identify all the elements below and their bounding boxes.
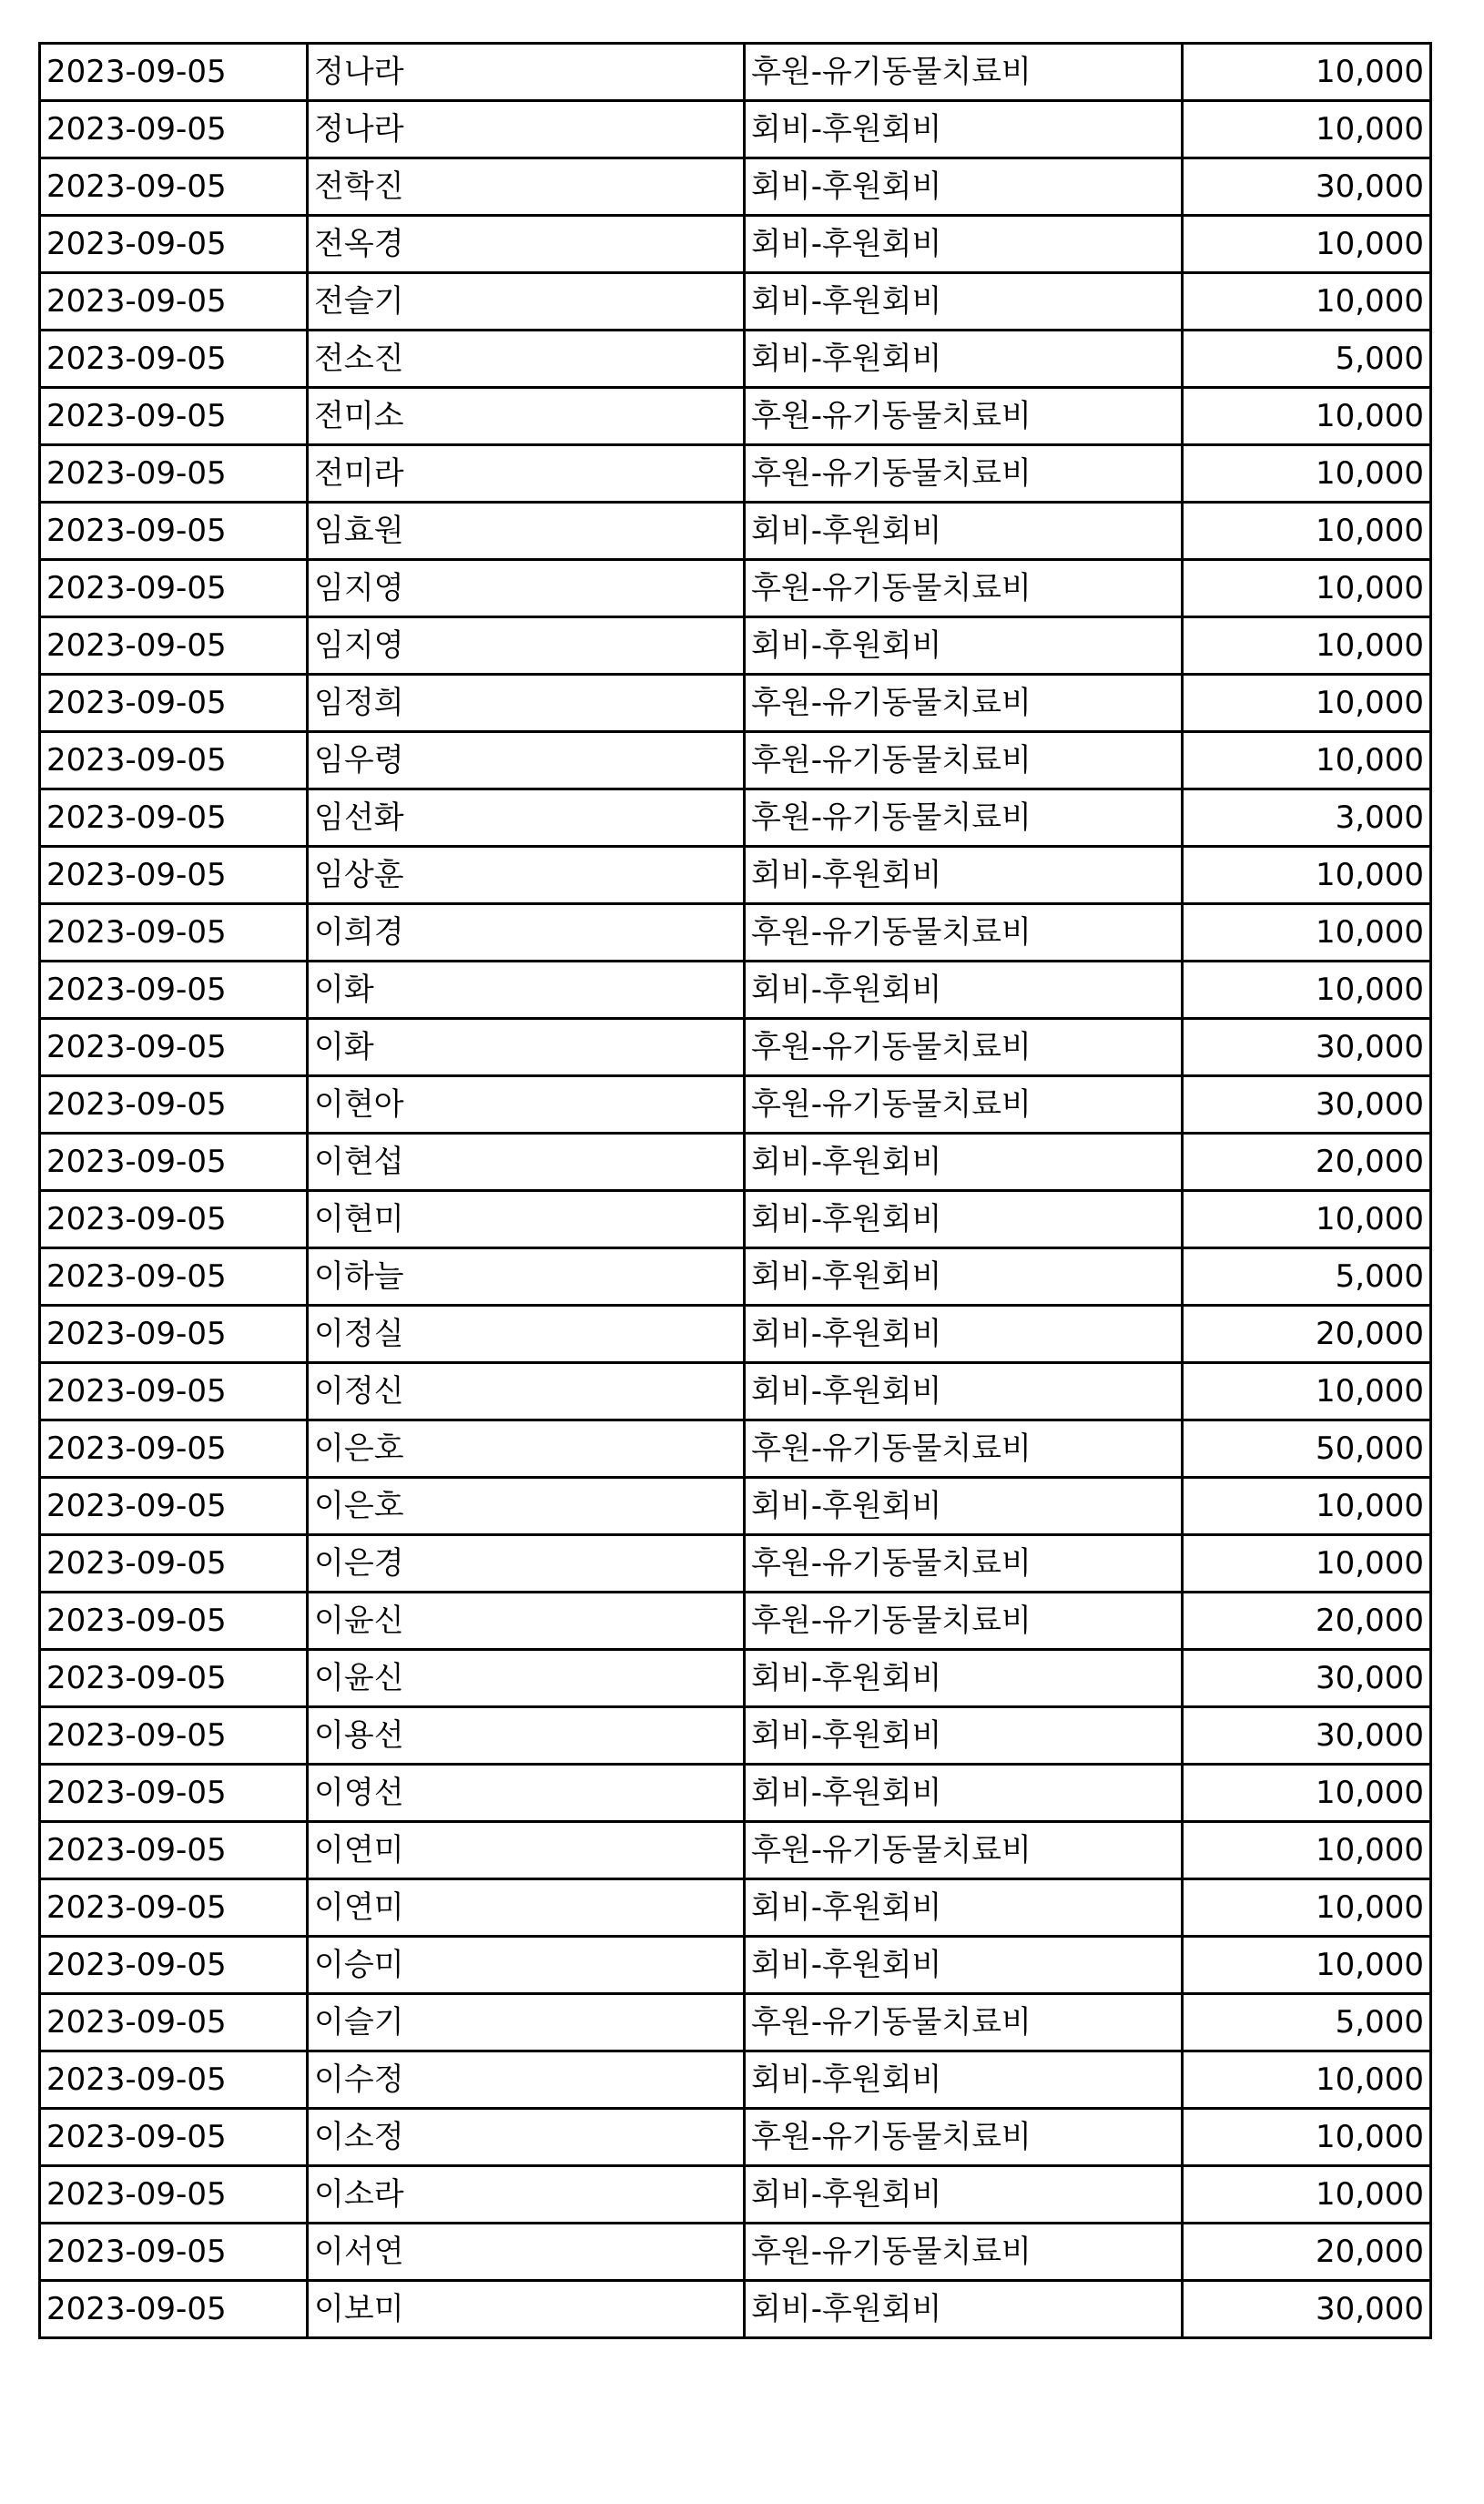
table-row [40,1593,1431,1650]
table-row [40,273,1431,331]
item-cell: 회비-후원회비 [745,503,1183,560]
date-cell: 2023-09-05 [40,1076,308,1134]
date-cell: 2023-09-05 [40,2281,308,2338]
amount-cell: 10,000 [1183,617,1431,675]
amount-cell: 3,000 [1183,789,1431,847]
name-cell: 임정희 [308,675,745,732]
table-row [40,1650,1431,1707]
name-cell: 정나라 [308,44,745,101]
name-cell: 정나라 [308,101,745,158]
item-cell: 회비-후원회비 [745,962,1183,1019]
table-row [40,216,1431,273]
table-row [40,1765,1431,1822]
date-cell: 2023-09-05 [40,101,308,158]
table-row [40,1191,1431,1248]
item-cell: 회비-후원회비 [745,2166,1183,2224]
date-cell: 2023-09-05 [40,617,308,675]
date-cell: 2023-09-05 [40,1478,308,1535]
table-row [40,962,1431,1019]
item-cell: 후원-유기동물치료비 [745,2109,1183,2166]
date-cell: 2023-09-05 [40,1593,308,1650]
table-row [40,1879,1431,1937]
amount-cell: 10,000 [1183,560,1431,617]
item-cell: 후원-유기동물치료비 [745,560,1183,617]
name-cell: 이현미 [308,1191,745,1248]
date-cell: 2023-09-05 [40,2224,308,2281]
amount-cell: 10,000 [1183,1937,1431,1994]
date-cell: 2023-09-05 [40,560,308,617]
name-cell: 이소정 [308,2109,745,2166]
table-row [40,1420,1431,1478]
item-cell: 회비-후원회비 [745,1707,1183,1765]
table-row [40,2281,1431,2338]
name-cell: 이보미 [308,2281,745,2338]
table-row [40,847,1431,904]
date-cell: 2023-09-05 [40,2166,308,2224]
item-cell: 회비-후원회비 [745,1650,1183,1707]
item-cell: 회비-후원회비 [745,847,1183,904]
item-cell: 후원-유기동물치료비 [745,789,1183,847]
amount-cell: 10,000 [1183,1191,1431,1248]
name-cell: 임지영 [308,617,745,675]
item-cell: 후원-유기동물치료비 [745,388,1183,445]
table-row [40,1478,1431,1535]
date-cell: 2023-09-05 [40,789,308,847]
item-cell: 회비-후원회비 [745,273,1183,331]
table-row [40,617,1431,675]
item-cell: 후원-유기동물치료비 [745,1019,1183,1076]
item-cell: 회비-후원회비 [745,2051,1183,2109]
amount-cell: 10,000 [1183,2166,1431,2224]
name-cell: 이수정 [308,2051,745,2109]
item-cell: 회비-후원회비 [745,1879,1183,1937]
name-cell: 전옥경 [308,216,745,273]
item-cell: 후원-유기동물치료비 [745,1535,1183,1593]
table-row [40,101,1431,158]
table-row [40,2109,1431,2166]
item-cell: 후원-유기동물치료비 [745,904,1183,962]
name-cell: 이승미 [308,1937,745,1994]
table-row [40,1076,1431,1134]
name-cell: 전미소 [308,388,745,445]
amount-cell: 30,000 [1183,2281,1431,2338]
name-cell: 임효원 [308,503,745,560]
date-cell: 2023-09-05 [40,962,308,1019]
amount-cell: 10,000 [1183,1363,1431,1420]
amount-cell: 30,000 [1183,1707,1431,1765]
item-cell: 회비-후원회비 [745,1191,1183,1248]
amount-cell: 10,000 [1183,962,1431,1019]
name-cell: 이희경 [308,904,745,962]
amount-cell: 10,000 [1183,847,1431,904]
table-row [40,1707,1431,1765]
date-cell: 2023-09-05 [40,273,308,331]
amount-cell: 20,000 [1183,1134,1431,1191]
item-cell: 후원-유기동물치료비 [745,44,1183,101]
table-row [40,2224,1431,2281]
item-cell: 후원-유기동물치료비 [745,1593,1183,1650]
date-cell: 2023-09-05 [40,2051,308,2109]
date-cell: 2023-09-05 [40,1707,308,1765]
date-cell: 2023-09-05 [40,388,308,445]
item-cell: 회비-후원회비 [745,617,1183,675]
amount-cell: 10,000 [1183,732,1431,789]
date-cell: 2023-09-05 [40,1191,308,1248]
item-cell: 회비-후원회비 [745,101,1183,158]
table-row [40,445,1431,503]
table-row [40,158,1431,216]
date-cell: 2023-09-05 [40,1937,308,1994]
amount-cell: 5,000 [1183,1248,1431,1306]
name-cell: 전학진 [308,158,745,216]
amount-cell: 10,000 [1183,1765,1431,1822]
item-cell: 회비-후원회비 [745,1765,1183,1822]
amount-cell: 10,000 [1183,44,1431,101]
date-cell: 2023-09-05 [40,331,308,388]
date-cell: 2023-09-05 [40,1134,308,1191]
date-cell: 2023-09-05 [40,1822,308,1879]
table-row [40,1535,1431,1593]
item-cell: 회비-후원회비 [745,1478,1183,1535]
date-cell: 2023-09-05 [40,1650,308,1707]
amount-cell: 10,000 [1183,904,1431,962]
item-cell: 후원-유기동물치료비 [745,1822,1183,1879]
item-cell: 회비-후원회비 [745,1248,1183,1306]
ledger-body [40,44,1431,2338]
amount-cell: 30,000 [1183,1076,1431,1134]
date-cell: 2023-09-05 [40,1248,308,1306]
table-row [40,1994,1431,2051]
amount-cell: 30,000 [1183,1019,1431,1076]
date-cell: 2023-09-05 [40,503,308,560]
date-cell: 2023-09-05 [40,1879,308,1937]
amount-cell: 10,000 [1183,1879,1431,1937]
name-cell: 이윤신 [308,1650,745,1707]
name-cell: 이화 [308,962,745,1019]
name-cell: 이연미 [308,1879,745,1937]
item-cell: 회비-후원회비 [745,1363,1183,1420]
date-cell: 2023-09-05 [40,158,308,216]
name-cell: 이현섭 [308,1134,745,1191]
date-cell: 2023-09-05 [40,904,308,962]
table-row [40,732,1431,789]
name-cell: 이하늘 [308,1248,745,1306]
date-cell: 2023-09-05 [40,1420,308,1478]
name-cell: 전소진 [308,331,745,388]
name-cell: 이정신 [308,1363,745,1420]
table-row [40,331,1431,388]
date-cell: 2023-09-05 [40,1019,308,1076]
table-row [40,1248,1431,1306]
table-row [40,1937,1431,1994]
date-cell: 2023-09-05 [40,445,308,503]
item-cell: 회비-후원회비 [745,1306,1183,1363]
date-cell: 2023-09-05 [40,1363,308,1420]
table-row [40,503,1431,560]
amount-cell: 20,000 [1183,1306,1431,1363]
table-row [40,1363,1431,1420]
item-cell: 후원-유기동물치료비 [745,675,1183,732]
item-cell: 회비-후원회비 [745,158,1183,216]
item-cell: 회비-후원회비 [745,331,1183,388]
item-cell: 회비-후원회비 [745,1134,1183,1191]
name-cell: 임상훈 [308,847,745,904]
amount-cell: 10,000 [1183,388,1431,445]
amount-cell: 10,000 [1183,1822,1431,1879]
table-row [40,2051,1431,2109]
table-row [40,2166,1431,2224]
date-cell: 2023-09-05 [40,1306,308,1363]
amount-cell: 10,000 [1183,1478,1431,1535]
name-cell: 이연미 [308,1822,745,1879]
item-cell: 회비-후원회비 [745,1937,1183,1994]
date-cell: 2023-09-05 [40,847,308,904]
amount-cell: 10,000 [1183,101,1431,158]
table-row [40,789,1431,847]
table-row [40,1134,1431,1191]
date-cell: 2023-09-05 [40,1535,308,1593]
date-cell: 2023-09-05 [40,675,308,732]
date-cell: 2023-09-05 [40,1765,308,1822]
date-cell: 2023-09-05 [40,216,308,273]
item-cell: 후원-유기동물치료비 [745,2224,1183,2281]
donation-ledger-table [38,42,1432,2339]
amount-cell: 5,000 [1183,331,1431,388]
name-cell: 이서연 [308,2224,745,2281]
name-cell: 이윤신 [308,1593,745,1650]
name-cell: 이은경 [308,1535,745,1593]
date-cell: 2023-09-05 [40,2109,308,2166]
amount-cell: 50,000 [1183,1420,1431,1478]
table-row [40,1019,1431,1076]
name-cell: 임지영 [308,560,745,617]
name-cell: 이화 [308,1019,745,1076]
table-row [40,560,1431,617]
table-row [40,1306,1431,1363]
table-row [40,1822,1431,1879]
item-cell: 후원-유기동물치료비 [745,732,1183,789]
name-cell: 이소라 [308,2166,745,2224]
item-cell: 회비-후원회비 [745,2281,1183,2338]
amount-cell: 10,000 [1183,2051,1431,2109]
name-cell: 이용선 [308,1707,745,1765]
amount-cell: 20,000 [1183,2224,1431,2281]
amount-cell: 10,000 [1183,445,1431,503]
date-cell: 2023-09-05 [40,1994,308,2051]
item-cell: 후원-유기동물치료비 [745,1420,1183,1478]
item-cell: 후원-유기동물치료비 [745,1076,1183,1134]
name-cell: 전슬기 [308,273,745,331]
item-cell: 후원-유기동물치료비 [745,1994,1183,2051]
name-cell: 이슬기 [308,1994,745,2051]
amount-cell: 30,000 [1183,158,1431,216]
name-cell: 이은호 [308,1420,745,1478]
name-cell: 전미라 [308,445,745,503]
date-cell: 2023-09-05 [40,44,308,101]
name-cell: 임우령 [308,732,745,789]
item-cell: 후원-유기동물치료비 [745,445,1183,503]
amount-cell: 20,000 [1183,1593,1431,1650]
item-cell: 회비-후원회비 [745,216,1183,273]
table-row [40,388,1431,445]
table-row [40,675,1431,732]
amount-cell: 10,000 [1183,273,1431,331]
name-cell: 이현아 [308,1076,745,1134]
amount-cell: 10,000 [1183,675,1431,732]
amount-cell: 10,000 [1183,216,1431,273]
name-cell: 이영선 [308,1765,745,1822]
name-cell: 이은호 [308,1478,745,1535]
amount-cell: 10,000 [1183,503,1431,560]
amount-cell: 10,000 [1183,2109,1431,2166]
table-row [40,904,1431,962]
amount-cell: 10,000 [1183,1535,1431,1593]
table-row [40,44,1431,101]
date-cell: 2023-09-05 [40,732,308,789]
name-cell: 이정실 [308,1306,745,1363]
name-cell: 임선화 [308,789,745,847]
amount-cell: 30,000 [1183,1650,1431,1707]
amount-cell: 5,000 [1183,1994,1431,2051]
